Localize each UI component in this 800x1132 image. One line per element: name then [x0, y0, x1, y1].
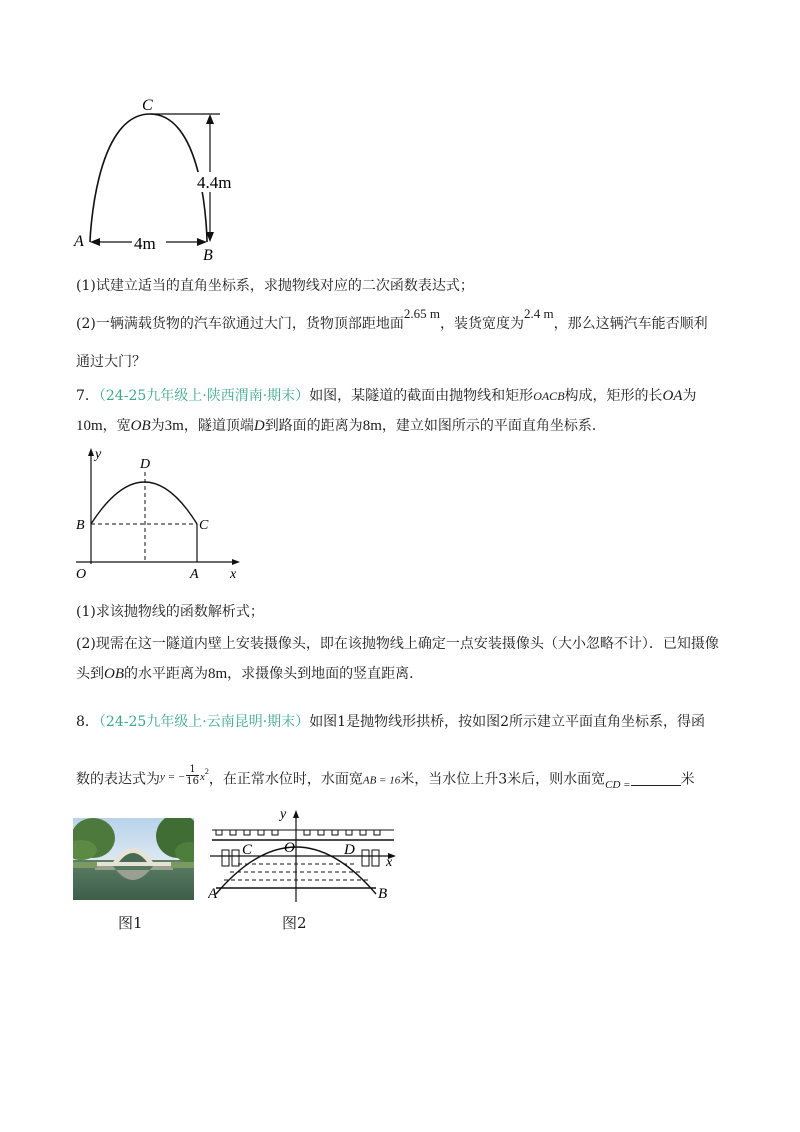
- q6-width-value: 2.4 m: [523, 306, 554, 321]
- gate-height-label: 4.4m: [197, 173, 232, 192]
- q6-part2: (2)一辆满载货物的汽车欲通过大门，货物顶部距地面2.65 m，装货宽度为2.4 m，那么这辆汽车能否顺利: [76, 306, 708, 332]
- tunnel-figure: [70, 444, 250, 584]
- gate-label-c: C: [142, 97, 153, 114]
- q8-formula-y: y = −: [160, 770, 186, 783]
- q7-number: 7．: [76, 388, 99, 404]
- q8-cd-label: CD =: [605, 778, 631, 791]
- tunnel-label-o: O: [76, 567, 87, 582]
- bridge-photo: [73, 818, 194, 900]
- gate-parabola: [90, 114, 207, 242]
- q7-part2: (2)现需在这一隧道内壁上安装摄像头，即在该抛物线上确定一点安装摄像头（大小忽略不计）．已知摄像: [76, 636, 719, 652]
- figure1-caption: 图1: [118, 914, 143, 932]
- q8-answer-blank[interactable]: [631, 771, 681, 786]
- q7-part2-cont: 头到OB的水平距离为8m，求摄像头到地面的竖直距离．: [76, 666, 424, 682]
- gate-width-label: 4m: [134, 234, 156, 253]
- tunnel-parabola: [91, 482, 197, 524]
- tunnel-label-x: x: [230, 567, 237, 582]
- bridge-label-a: A: [208, 886, 218, 902]
- q8-stem-line1: 8．（24-25九年级上·云南昆明·期末）如图1是抛物线形拱桥，按如图2所示建立平面直角坐标系，得函: [76, 714, 706, 730]
- bridge-railing: [216, 830, 380, 835]
- bridge-diagram: [208, 806, 404, 906]
- q7-stem-line2: 10m，宽OB为3m，隧道顶端D到路面的距离为8m，建立如图所示的平面直角坐标系．: [76, 418, 606, 434]
- bridge-label-x: x: [386, 855, 393, 870]
- bridge-label-y: y: [280, 807, 287, 822]
- tunnel-label-b: B: [76, 518, 85, 533]
- q8-source: （24-25九年级上·云南昆明·期末）: [98, 714, 310, 730]
- q7-part1: (1)求该抛物线的函数解析式；: [76, 604, 264, 620]
- bridge-label-b: B: [378, 886, 388, 902]
- q8-fraction: $\frac{1}{16}$: [186, 764, 199, 787]
- bridge-label-o: O: [284, 840, 295, 856]
- q6-height-value: 2.65 m: [403, 306, 440, 321]
- q7-source: （24-25九年级上·陕西渭南·期末）: [98, 388, 310, 404]
- gate-label-b: B: [203, 247, 213, 264]
- tunnel-label-y: y: [95, 447, 102, 462]
- gate-figure: [70, 92, 250, 264]
- gate-label-a: A: [74, 233, 84, 250]
- q6-part1: (1)试建立适当的直角坐标系，求抛物线对应的二次函数表达式；: [76, 278, 474, 294]
- tunnel-label-c: C: [199, 518, 209, 533]
- tunnel-label-d: D: [140, 457, 151, 472]
- q6-part2-cont: 通过大门？: [76, 354, 146, 370]
- q8-number: 8．: [76, 714, 99, 730]
- q8-ab-value: AB = 16: [362, 774, 401, 787]
- q8-stem-line2: 数的表达式为$^{y = -}$ $\frac{1}{16}$ $^{x2}$，在正常水位时，水面宽AB = 16米，当水位上升3米后，则水面宽$_{CD =}$ 米: [76, 764, 695, 791]
- q7-stem-line1: 7．（24-25九年级上·陕西渭南·期末）如图，某隧道的截面由抛物线和矩形OACB构成，矩形的长OA为: [76, 388, 697, 404]
- figure2-caption: 图2: [282, 914, 307, 932]
- bridge-label-c: C: [242, 842, 253, 858]
- tunnel-label-a: A: [190, 567, 199, 582]
- bridge-label-d: D: [344, 842, 355, 858]
